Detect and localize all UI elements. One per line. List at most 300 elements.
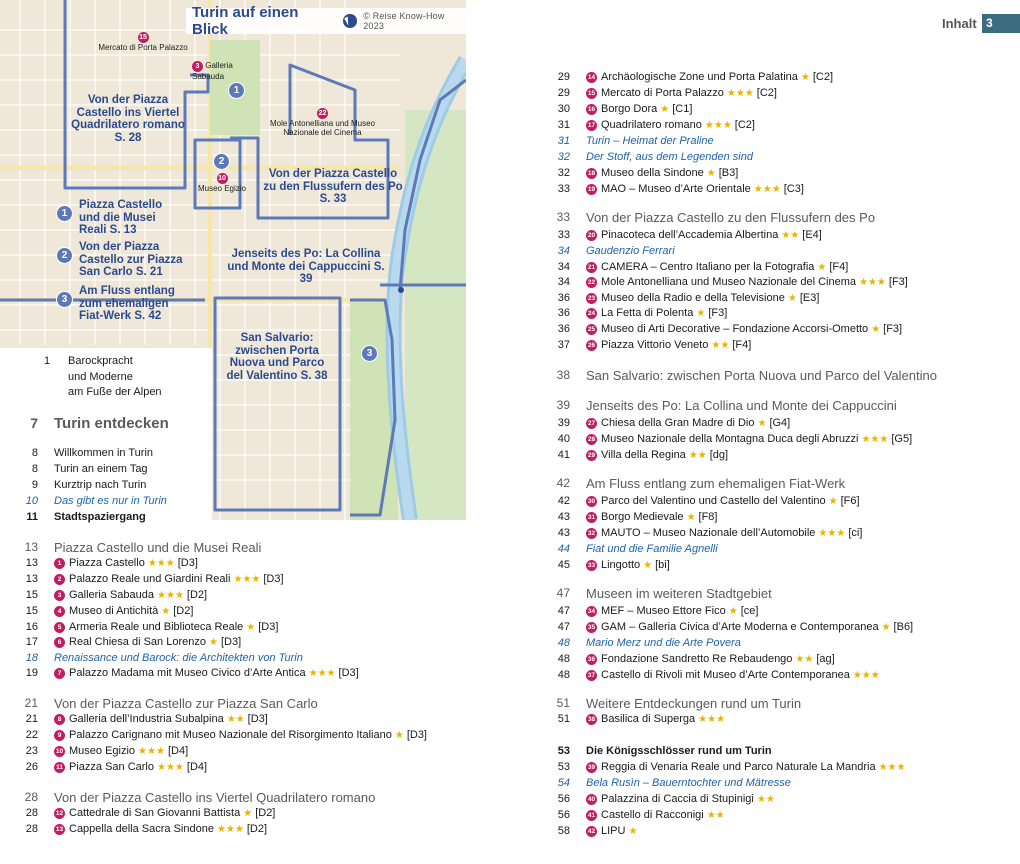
map-grid-ref: [F3] (708, 307, 728, 319)
rating-stars: ★★★ (852, 670, 880, 681)
map-grid-ref: [ce] (740, 605, 759, 617)
toc-entry[interactable] (540, 134, 714, 150)
toc-entry[interactable] (8, 728, 427, 744)
rating-stars: ★★ (226, 714, 245, 725)
toc-entry[interactable] (540, 448, 728, 464)
toc-page-number: 33 (556, 210, 570, 224)
toc-entry-title: Weitere Entdeckungen rund um Turin (586, 696, 802, 711)
toc-entry-title: Von der Piazza Castello ins Viertel Quadrilatero romano (54, 790, 376, 805)
map-grid-ref: [D3] (406, 729, 427, 741)
toc-entry-title: Museen im weiteren Stadtgebiet (586, 586, 772, 601)
toc-entry-title: Der Stoff, aus dem Legenden sind (586, 151, 753, 163)
toc-entry[interactable] (8, 822, 267, 838)
sight-number-badge: 1 (54, 558, 65, 569)
page-number: 3 (982, 14, 1020, 33)
sight-number-badge: 30 (587, 498, 596, 506)
rating-stars: ★ (787, 293, 797, 304)
toc-entry[interactable] (8, 620, 278, 636)
toc-entry[interactable] (540, 86, 777, 102)
toc-entry-title: MEF – Museo Ettore Fico (601, 605, 726, 617)
toc-entry[interactable] (540, 620, 913, 636)
toc-entry-title: Mario Merz und die Arte Povera (586, 637, 741, 649)
toc-entry-title: Castello di Racconigi (601, 809, 704, 821)
intro-line: am Fuße der Alpen (68, 386, 162, 399)
poi-label: Mercato di Porta Palazzo (98, 43, 188, 52)
route-label-salvario: San Salvario: zwischen Porta Nuova und Parco del Valentino S. 38 (226, 332, 328, 382)
rating-stars: ★★★ (818, 528, 846, 539)
toc-entry-title: GAM – Galleria Civica d’Arte Moderna e Contemporanea (601, 621, 879, 633)
rating-stars: ★★★ (308, 668, 336, 679)
toc-entry-title: Quadrilatero romano (601, 119, 702, 131)
toc-entry-title: Museo di Antichità (69, 605, 159, 617)
toc-entry-title: CAMERA – Centro Italiano per la Fotografia (601, 261, 815, 273)
toc-page-number: 34 (557, 245, 570, 257)
toc-page-number: 43 (557, 527, 570, 539)
toc-entry-title: Mole Antonelliana und Museo Nazionale del Cinema (601, 276, 856, 288)
sight-number-badge: 6 (54, 637, 65, 648)
toc-entry[interactable] (540, 494, 860, 510)
toc-section-heading[interactable] (8, 696, 318, 712)
map-grid-ref: [D2] (173, 605, 194, 617)
toc-entry[interactable] (8, 556, 198, 572)
map-grid-ref: [E3] (799, 292, 820, 304)
sight-number-badge: 13 (55, 826, 64, 834)
intro-line: und Moderne (68, 370, 133, 383)
toc-page-number: 42 (556, 476, 570, 490)
toc-page-number: 44 (557, 543, 570, 555)
sight-number-badge: 36 (587, 656, 596, 664)
toc-page-number: 13 (25, 557, 38, 569)
toc-page-number: 47 (557, 605, 570, 617)
map-grid-ref: [D3] (258, 621, 279, 633)
toc-entry-title: Real Chiesa di San Lorenzo (69, 636, 206, 648)
toc-page-number: 10 (25, 495, 38, 507)
rating-stars: ★ (243, 808, 253, 819)
toc-entry[interactable] (540, 824, 637, 840)
rating-stars: ★ (208, 637, 218, 648)
toc-page-number: 29 (557, 71, 570, 83)
sight-number-badge: 37 (587, 672, 596, 680)
toc-entry[interactable] (540, 526, 862, 542)
rating-stars: ★ (757, 418, 767, 429)
toc-section-heading[interactable] (540, 210, 875, 226)
toc-entry-title: Das gibt es nur in Turin (54, 495, 167, 507)
sight-number-badge: 41 (587, 812, 596, 820)
section-tab-label: Inhalt (942, 16, 977, 31)
toc-entry[interactable] (540, 306, 727, 322)
intro-page: 1 (44, 355, 51, 367)
toc-entry[interactable] (8, 446, 153, 462)
toc-entry-title: Museo di Arti Decorative – Fondazione Accorsi-Ometto (601, 323, 869, 335)
toc-entry[interactable] (540, 102, 692, 118)
toc-page-number: 32 (557, 151, 570, 163)
toc-entry-title: Fondazione Sandretto Re Rebaudengo (601, 653, 793, 665)
toc-section-heading[interactable] (540, 476, 845, 492)
toc-entry[interactable] (540, 652, 835, 668)
toc-page-number: 11 (26, 511, 38, 523)
toc-page-number: 41 (557, 449, 570, 461)
rating-stars: ★★ (795, 654, 814, 665)
sight-number-badge: 35 (587, 624, 596, 632)
toc-entry-title: Museo Nazionale della Montagna Duca degli Abruzzi (601, 433, 859, 445)
sight-number-badge: 39 (587, 764, 596, 772)
toc-page-number: 26 (25, 761, 38, 773)
toc-section-heading[interactable] (540, 368, 937, 384)
toc-page-number: 23 (25, 745, 38, 757)
sight-number-badge: 29 (587, 452, 596, 460)
rating-stars: ★★★ (233, 574, 261, 585)
sight-number-badge: 4 (54, 606, 65, 617)
toc-entry[interactable] (8, 712, 268, 728)
toc-page-number: 56 (557, 793, 570, 805)
toc-page-number: 18 (25, 652, 38, 664)
rating-stars: ★ (728, 606, 738, 617)
toc-page-number: 34 (557, 261, 570, 273)
poi-museo-egizio (196, 173, 248, 193)
rating-stars: ★ (660, 104, 670, 115)
toc-entry-title: Turin – Heimat der Praline (586, 135, 714, 147)
map-grid-ref: [F4] (732, 339, 752, 351)
toc-entry[interactable] (540, 291, 819, 307)
route-num: 3 (56, 291, 73, 308)
poi-label: Galleria Sabauda (192, 61, 233, 81)
toc-entry-title: Stadtspaziergang (54, 511, 146, 523)
toc-entry-title: Am Fluss entlang zum ehemaligen Fiat-Werk (586, 476, 846, 491)
map-grid-ref: [C2] (756, 87, 777, 99)
toc-entry[interactable] (8, 635, 241, 651)
toc-entry[interactable] (8, 510, 146, 526)
toc-entry-title: Museo della Sindone (601, 167, 704, 179)
toc-entry-title: Galleria Sabauda (69, 589, 155, 601)
toc-page-number: 8 (31, 447, 38, 459)
map-grid-ref: [C3] (783, 183, 804, 195)
sight-number-badge: 33 (587, 562, 596, 570)
map-title: Turin auf einen Blick (192, 4, 299, 38)
poi-galleria-sabauda (192, 61, 252, 81)
toc-entry-title: La Fetta di Polenta (601, 307, 694, 319)
sight-number-badge: 8 (54, 714, 65, 725)
toc-entry[interactable] (8, 744, 188, 760)
toc-page-number: 28 (24, 790, 38, 804)
toc-entry[interactable] (540, 744, 772, 760)
toc-entry[interactable] (540, 275, 908, 291)
toc-page-number: 7 (30, 415, 38, 431)
toc-entry[interactable] (8, 416, 169, 432)
toc-entry-title: Bela Rusìn – Bauerntochter und Mätresse (586, 777, 791, 789)
map-grid-ref: [dg] (709, 449, 729, 461)
route-label-1 (56, 199, 184, 237)
map-grid-ref: [D4] (186, 761, 208, 773)
sight-number-badge: 20 (587, 232, 596, 240)
map-grid-ref: [C2] (734, 119, 755, 131)
toc-entry-title: Palazzo Madama mit Museo Civico d’Arte Antica (69, 667, 306, 679)
rating-stars: ★ (628, 826, 638, 837)
toc-page-number: 13 (25, 573, 38, 585)
rating-stars: ★★ (706, 810, 725, 821)
toc-entry-title: Turin entdecken (54, 415, 169, 432)
toc-entry[interactable] (8, 494, 167, 510)
sight-number-badge: 3 (54, 590, 65, 601)
toc-entry-title: Pinacoteca dell’Accademia Albertina (601, 229, 779, 241)
toc-entry[interactable] (8, 478, 146, 494)
toc-entry-title: Willkommen in Turin (54, 447, 154, 459)
toc-entry-title: Von der Piazza Castello zu den Flussufern des Po (586, 210, 876, 225)
sight-number-badge: 21 (587, 264, 596, 272)
toc-entry[interactable] (540, 182, 804, 198)
toc-section-heading[interactable] (540, 398, 897, 414)
sight-number-badge: 11 (54, 762, 65, 773)
rating-stars: ★★★ (138, 746, 165, 757)
rating-stars: ★★ (711, 340, 730, 351)
toc-page-number: 36 (557, 292, 570, 304)
intro-text (68, 354, 162, 401)
rating-stars: ★ (828, 496, 838, 507)
route-label-collina: Jenseits des Po: La Collina und Monte dei Cappuccini S. 39 (227, 248, 385, 285)
intro-number (44, 354, 50, 370)
toc-entry[interactable] (8, 462, 148, 478)
route-marker-2: 2 (213, 153, 230, 170)
toc-page-number: 45 (557, 559, 570, 571)
toc-section-heading[interactable] (8, 790, 375, 806)
toc-page-number: 30 (557, 103, 570, 115)
map-grid-ref: [D4] (167, 745, 189, 757)
sight-number-badge: 23 (587, 295, 596, 303)
rating-stars: ★★★ (216, 824, 244, 835)
rating-stars: ★ (800, 72, 810, 83)
map-grid-ref: [B6] (893, 621, 914, 633)
toc-entry[interactable] (540, 760, 905, 776)
toc-page-number: 39 (557, 417, 570, 429)
intro-line: Barockpracht (68, 355, 133, 367)
map-grid-ref: [bi] (655, 559, 670, 571)
toc-page-number: 33 (557, 229, 570, 241)
toc-entry-title: Piazza Castello (69, 557, 145, 569)
toc-page-number: 53 (557, 745, 570, 757)
route-marker-3: 3 (361, 345, 378, 362)
toc-entry-title: Borgo Medievale (601, 511, 684, 523)
rating-stars: ★★★ (157, 590, 184, 601)
toc-entry[interactable] (540, 432, 912, 448)
toc-entry[interactable] (540, 322, 902, 338)
poi-label: Mole Antonelliana und Museo Nazionale del Cinema (270, 119, 375, 137)
toc-entry-title: Lingotto (601, 559, 641, 571)
toc-entry[interactable] (8, 760, 207, 776)
toc-entry[interactable] (540, 668, 880, 684)
toc-entry-title: MAUTO – Museo Nazionale dell’Automobile (601, 527, 816, 539)
map-grid-ref: [D3] (263, 573, 284, 585)
rating-stars: ★ (871, 324, 881, 335)
toc-entry[interactable] (540, 776, 791, 792)
toc-entry[interactable] (540, 244, 675, 260)
toc-entry[interactable] (540, 166, 738, 182)
compass-icon (343, 14, 357, 28)
toc-page-number: 47 (557, 621, 570, 633)
map-grid-ref: [F3] (888, 276, 908, 288)
toc-entry-title: Renaissance und Barock: die Architekten von Turin (54, 652, 303, 664)
map-grid-ref: [D3] (338, 667, 359, 679)
map-copyright: © Reise Know-How 2023 (363, 11, 445, 31)
toc-entry-title: Villa della Regina (601, 449, 686, 461)
sight-number-badge: 14 (587, 74, 596, 82)
route-label-3 (56, 285, 176, 323)
sight-number-badge: 22 (587, 279, 596, 287)
map-grid-ref: [D3] (247, 713, 268, 725)
sight-number-badge: 26 (587, 342, 596, 350)
rating-stars: ★ (686, 512, 696, 523)
toc-entry[interactable] (540, 70, 833, 86)
route-num: 1 (56, 205, 73, 222)
toc-entry[interactable] (540, 510, 717, 526)
sight-number-badge: 12 (55, 810, 64, 818)
toc-entry-title: Cattedrale di San Giovanni Battista (69, 807, 241, 819)
toc-entry[interactable] (540, 558, 670, 574)
sight-number-badge: 10 (55, 748, 64, 756)
toc-page-number: 43 (557, 511, 570, 523)
map-grid-ref: [D3] (177, 557, 198, 569)
rating-stars: ★ (643, 560, 653, 571)
toc-entry[interactable] (8, 666, 359, 682)
rating-stars: ★ (706, 168, 716, 179)
rating-stars: ★★★ (859, 277, 886, 288)
sight-number-badge: 24 (587, 310, 596, 318)
poi-pin: 10 (218, 175, 226, 182)
sight-number-badge: 42 (587, 828, 596, 836)
rating-stars: ★ (817, 262, 827, 273)
toc-entry[interactable] (8, 806, 275, 822)
toc-entry[interactable] (540, 260, 848, 276)
toc-entry[interactable] (540, 712, 725, 728)
rating-stars: ★★ (781, 230, 800, 241)
toc-entry-title: MAO – Museo d’Arte Orientale (601, 183, 751, 195)
toc-entry-title: Palazzina di Caccia di Stupinigi (601, 793, 754, 805)
rating-stars: ★ (696, 308, 706, 319)
toc-entry-title: Gaudenzio Ferrari (586, 245, 675, 257)
poi-label: Museo Egizio (197, 184, 247, 193)
toc-entry-title: Museo Egizio (69, 745, 136, 757)
toc-page-number: 22 (25, 729, 38, 741)
rating-stars: ★★ (756, 794, 775, 805)
map-grid-ref: [B3] (718, 167, 739, 179)
toc-entry[interactable] (540, 228, 822, 244)
toc-entry[interactable] (8, 588, 207, 604)
route-label-2 (56, 241, 206, 279)
toc-page-number: 15 (25, 589, 38, 601)
toc-page-number: 48 (557, 653, 570, 665)
toc-entry-title: Piazza Vittorio Veneto (601, 339, 709, 351)
map-grid-ref: [F4] (829, 261, 849, 273)
rating-stars: ★★★ (157, 762, 184, 773)
rating-stars: ★★★ (704, 120, 732, 131)
sight-number-badge: 17 (587, 122, 596, 130)
toc-page-number: 28 (25, 823, 38, 835)
toc-page-number: 36 (557, 307, 570, 319)
sight-number-badge: 27 (587, 420, 596, 428)
map-grid-ref: [F6] (840, 495, 860, 507)
toc-entry-title: Reggia di Venaria Reale und Parco Naturale La Mandria (601, 761, 876, 773)
sight-number-badge: 5 (54, 622, 65, 633)
route-text: Am Fluss entlang zum ehemaligen Fiat-Werk S. 42 (79, 285, 175, 322)
map-grid-ref: [ag] (816, 653, 835, 665)
toc-page-number: 42 (557, 495, 570, 507)
toc-section-heading[interactable] (540, 696, 801, 712)
toc-entry-title: Archäologische Zone und Porta Palatina (601, 71, 798, 83)
map-grid-ref: [C2] (812, 71, 834, 83)
toc-page-number: 51 (556, 696, 570, 710)
map-grid-ref: [D2] (255, 807, 276, 819)
toc-page-number: 32 (557, 167, 570, 179)
toc-entry-title: Piazza San Carlo (69, 761, 154, 773)
toc-entry-title: Fiat und die Familie Agnelli (586, 543, 718, 555)
route-text: Piazza Castello und die Musei Reali S. 13 (79, 199, 163, 236)
toc-entry-title: LIPU (601, 825, 626, 837)
sight-number-badge: 16 (587, 106, 596, 114)
sight-number-badge: 2 (54, 574, 65, 585)
toc-section-heading[interactable] (540, 586, 772, 602)
toc-entry-title: Castello di Rivoli mit Museo d’Arte Contemporanea (601, 669, 850, 681)
toc-page-number: 21 (25, 713, 38, 725)
sight-number-badge: 25 (587, 326, 596, 334)
toc-page-number: 53 (557, 761, 570, 773)
route-label-quadrilatero: Von der Piazza Castello ins Viertel Quadrilatero romano S. 28 (71, 94, 185, 144)
toc-entry[interactable] (8, 651, 303, 667)
rating-stars: ★ (161, 606, 171, 617)
toc-entry-title: Borgo Dora (601, 103, 658, 115)
toc-page-number: 48 (557, 669, 570, 681)
toc-entry-title: Chiesa della Gran Madre di Dio (601, 417, 755, 429)
rating-stars: ★★ (688, 450, 707, 461)
toc-page-number: 48 (557, 637, 570, 649)
toc-page-number: 37 (557, 339, 570, 351)
toc-page-number: 47 (556, 586, 570, 600)
toc-page-number: 39 (556, 398, 570, 412)
poi-mole (255, 108, 390, 137)
toc-entry[interactable] (8, 604, 193, 620)
toc-entry[interactable] (540, 416, 790, 432)
toc-entry[interactable] (540, 150, 753, 166)
sight-number-badge: 7 (54, 668, 65, 679)
toc-section-heading[interactable] (8, 540, 261, 556)
toc-entry[interactable] (540, 118, 755, 134)
toc-entry[interactable] (540, 604, 758, 620)
rating-stars: ★ (881, 622, 891, 633)
map-grid-ref: [G5] (891, 433, 913, 445)
toc-entry-title: Basilica di Superga (601, 713, 696, 725)
toc-entry[interactable] (540, 792, 775, 808)
rating-stars: ★★★ (698, 714, 726, 725)
toc-entry-title: Jenseits des Po: La Collina und Monte dei Cappuccini (586, 398, 897, 413)
map-grid-ref: [F3] (883, 323, 903, 335)
toc-entry-title: Armeria Reale und Biblioteca Reale (69, 621, 244, 633)
map-grid-ref: [C1] (672, 103, 693, 115)
toc-entry[interactable] (540, 542, 718, 558)
route-num: 2 (56, 247, 73, 264)
toc-page-number: 51 (557, 713, 570, 725)
toc-entry[interactable] (540, 808, 725, 824)
map-grid-ref: [D2] (246, 823, 268, 835)
map-grid-ref: [G4] (769, 417, 791, 429)
map-grid-ref: [D2] (186, 589, 208, 601)
toc-entry[interactable] (540, 636, 741, 652)
sight-number-badge: 18 (587, 170, 596, 178)
toc-entry-title: Galleria dell’Industria Subalpina (69, 713, 224, 725)
sight-number-badge: 34 (587, 608, 596, 616)
rating-stars: ★★★ (726, 88, 754, 99)
toc-entry[interactable] (8, 572, 284, 588)
rating-stars: ★ (394, 730, 404, 741)
toc-entry[interactable] (540, 338, 751, 354)
route-text: Von der Piazza Castello zur Piazza San Carlo S. 21 (79, 241, 183, 278)
toc-page-number: 15 (25, 605, 38, 617)
